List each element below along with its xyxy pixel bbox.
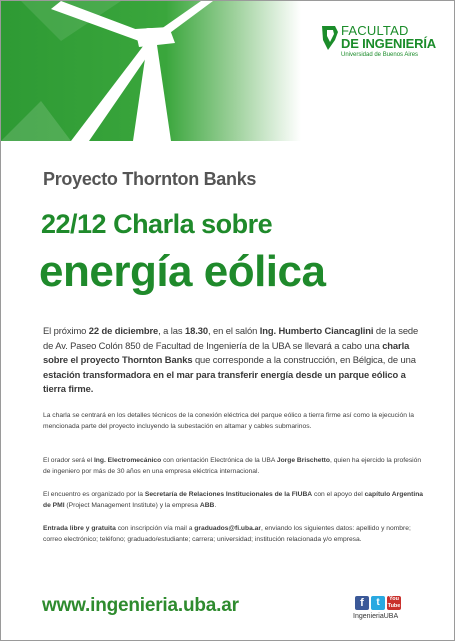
logo-line-1: FACULTAD xyxy=(341,23,409,38)
organizers-paragraph: El encuentro es organizado por la Secretaría de Relaciones Institucionales de la FIUBA con el apoyo del capítulo Argentina de PMI (Project Management Institute) y la empresa ABB. xyxy=(43,491,424,509)
facebook-icon[interactable]: f xyxy=(355,596,369,610)
project-title: Proyecto Thornton Banks xyxy=(43,169,257,189)
logo-line-2: DE INGENIERÍA xyxy=(341,36,436,51)
logo-line-3: Universidad de Buenos Aires xyxy=(341,52,419,58)
twitter-icon[interactable]: t xyxy=(371,596,385,610)
registration-email[interactable]: graduados@fi.uba.ar xyxy=(194,525,261,532)
registration-paragraph: Entrada libre y gratuita con inscripción vía mail a graduados@fi.uba.ar, enviando los siguientes datos: apellido y nombre; correo electrónico; teléfono; graduado/estudiante; carrera; universidad; institución relacionada y/o empresa. xyxy=(43,525,411,543)
wind-turbine-illustration xyxy=(1,1,454,141)
social-links xyxy=(353,596,413,626)
headline-topic: energía eólica xyxy=(39,247,326,296)
headline-date: 22/12 Charla sobre xyxy=(41,209,273,239)
social-handle: IngenieriaUBA xyxy=(353,613,399,620)
talk-details-paragraph: La charla se centrará en los detalles técnicos de la conexión eléctrica del parque eólico a tierra firme así como la ejecución la mencionada parte del proyecto incluyendo la subestación en altamar y cables submarinos. xyxy=(43,412,414,430)
speaker-paragraph: El orador será el Ing. Electromecánico con orientación Electrónica de la UBA Jorge Brischetto, quien ha ejercido la profesión de ingeniero por más de 30 años en una empresa eléctrica internacional. xyxy=(43,457,422,475)
lead-paragraph: El próximo 22 de diciembre, a las 18.30, en el salón Ing. Humberto Ciancaglini de la sede de Av. Paseo Colón 850 de Facultad de Ingeniería de la UBA se llevará a cabo una charla sobre el proyecto Thornton Banks que corresponde a la construcción, en Bélgica, de una estación transformadora en el mar para transferir energía desde un parque eólico a tierra firme. xyxy=(43,325,419,395)
wind-turbine-banner xyxy=(1,1,454,141)
youtube-icon[interactable]: You Tube xyxy=(387,596,401,609)
faculty-logo xyxy=(319,23,436,70)
website-link[interactable]: www.ingenieria.uba.ar xyxy=(42,595,239,616)
